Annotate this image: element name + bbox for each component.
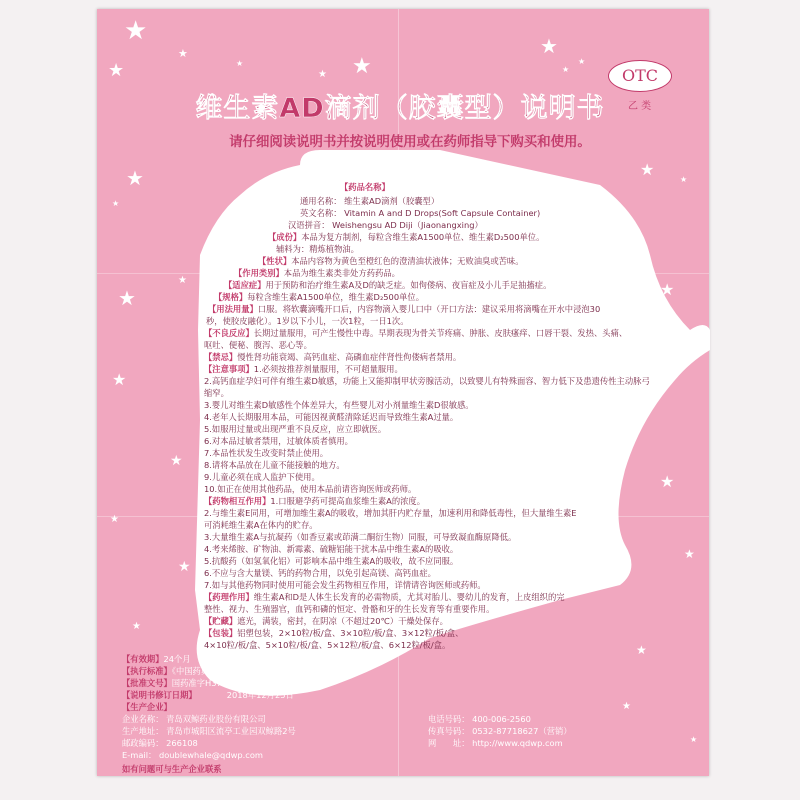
precaution-item: 3.婴儿对维生素D敏感性个体差异大，有些婴儿对小剂量维生素D很敏感。 — [204, 400, 474, 410]
revision-date: 【说明书修订日期】 2018年12月25日 — [122, 690, 294, 700]
approval-number: 【批准文号】国药准字H37023926 — [122, 678, 254, 688]
dosage: 【用法用量】口服。将软囊滴嘴开口后，内容物滴入婴儿口中（开口方法：建议采用将滴嘴在开水中浸泡30 — [208, 304, 601, 314]
star-icon: ★ — [124, 16, 148, 46]
manufacturer-address: 生产地址： 青岛市城阳区流亭工业园双鲸路2号 — [122, 726, 296, 736]
storage: 【贮藏】遮光，满装，密封，在阴凉（不超过20℃）干燥处保存。 — [204, 616, 448, 626]
manufacturer-phone: 电话号码： 400-006-2560 — [428, 714, 531, 724]
star-icon: ★ — [690, 735, 698, 744]
english-name: 英文名称： Vitamin A and D Drops(Soft Capsule Container) — [300, 208, 541, 218]
otc-badge: OTC — [608, 60, 672, 92]
manufacturer-fax: 传真号码： 0532-87718627（营销） — [428, 726, 572, 736]
star-icon: ★ — [636, 643, 647, 657]
contraindications: 【禁忌】慢性肾功能衰竭、高钙血症、高磷血症伴肾性佝偻病者禁用。 — [204, 352, 462, 362]
precaution-item: 9.儿童必须在成人监护下使用。 — [204, 472, 320, 482]
precaution-item: 缩窄。 — [204, 388, 229, 398]
interaction-item: 5.抗酸药（如氢氧化铝）可影响本品中维生素A的吸收，故不应同服。 — [204, 556, 459, 566]
precaution-item: 8.请将本品放在儿童不能接触的地方。 — [204, 460, 345, 470]
precaution-item: 6.对本品过敏者禁用，过敏体质者慎用。 — [204, 436, 353, 446]
interaction-item: 7.如与其他药物同时使用可能会发生药物相互作用，详情请咨询医师或药师。 — [204, 580, 486, 590]
star-icon: ★ — [132, 621, 141, 632]
interaction-item: 4.考来烯胺、矿物油、新霉素、硫糖铝能干扰本品中维生素A的吸收。 — [204, 544, 459, 554]
star-icon: ★ — [178, 275, 187, 286]
interactions: 【药物相互作用】1.口服避孕药可提高血浆维生素A的浓度。 — [204, 496, 426, 506]
star-icon: ★ — [640, 160, 655, 179]
interaction-item: 2.与维生素E同用，可增加维生素A的吸收，增加其肝内贮存量，加速利用和降低毒性，但大量维生素E — [204, 508, 577, 518]
star-icon: ★ — [178, 47, 188, 60]
star-icon: ★ — [110, 514, 119, 525]
composition: 【成份】本品为复方制剂，每粒含维生素A1500单位、维生素D₂500单位。 — [268, 232, 545, 242]
star-icon: ★ — [622, 701, 631, 712]
adverse-reactions: 【不良反应】长期过量服用，可产生慢性中毒。早期表现为骨关节疼痛、肿胀、皮肤瘙痒、口唇干裂、发热、头痛、 — [204, 328, 628, 338]
precaution-item: 5.如服用过量或出现严重不良反应，应立即就医。 — [204, 424, 387, 434]
pinyin-name: 汉语拼音： Weishengsu AD Diji（Jiaonangxing） — [288, 220, 483, 230]
precaution-item: 4.老年人长期服用本品，可能因视黄醛清除延迟而导致维生素A过量。 — [204, 412, 459, 422]
precaution-item: 7.本品性状发生改变时禁止使用。 — [204, 448, 329, 458]
standard: 【执行标准】《中国药典》2015年版二部 — [122, 666, 272, 676]
star-icon: ★ — [178, 559, 191, 575]
star-icon: ★ — [126, 166, 144, 190]
dosage-line2: 秒，使胶皮融化）。1岁以下小儿，一次1粒，一日1次。 — [206, 316, 409, 326]
star-icon: ★ — [684, 547, 695, 561]
drug-name-header: 【药品名称】 — [340, 182, 390, 192]
interaction-item: 3.大量维生素A与抗凝药（如香豆素或茚满二酮衍生物）同服，可导致凝血酶原降低。 — [204, 532, 517, 542]
star-icon: ★ — [660, 280, 675, 299]
category-section: 【作用类别】本品为维生素类非处方药药品。 — [234, 268, 400, 278]
properties: 【性状】本品内容物为黄色至橙红色的澄清油状液体；无败油臭或苦味。 — [258, 256, 524, 266]
interaction-item: 可消耗维生素A在体内的贮存。 — [204, 520, 318, 530]
precaution-item: 2.高钙血症孕妇可伴有维生素D敏感，功能上又能抑制甲状旁腺活动，以致婴儿有特殊面容、智力低下及患遗传性主动脉弓 — [204, 376, 650, 386]
star-icon: ★ — [236, 59, 244, 68]
star-icon: ★ — [680, 175, 688, 184]
manufacturer-website: 网 址： http://www.qdwp.com — [428, 738, 563, 748]
star-icon: ★ — [112, 199, 120, 208]
star-icon: ★ — [170, 453, 183, 469]
star-icon: ★ — [562, 65, 570, 74]
generic-name: 通用名称： 维生素AD滴剂（胶囊型） — [300, 196, 440, 206]
specification: 【规格】每粒含维生素A1500单位，维生素D₂500单位。 — [214, 292, 424, 302]
contact-note: 如有问题可与生产企业联系 — [122, 764, 222, 774]
manufacturer-postcode: 邮政编码： 266108 — [122, 738, 198, 748]
otc-category: 乙 类 — [628, 101, 652, 112]
star-icon: ★ — [112, 370, 127, 389]
star-icon: ★ — [118, 286, 136, 310]
packaging-line2: 4×10粒/板/盒、5×10粒/板/盒、5×12粒/板/盒、6×12粒/板/盒。 — [204, 640, 451, 650]
manufacturer-name: 企业名称： 青岛双鲸药业股份有限公司 — [122, 714, 266, 724]
pharmacology-line2: 整性、视力、生殖器官，血钙和磷的恒定、骨骼和牙的生长发育等有重要作用。 — [204, 604, 495, 614]
star-icon: ★ — [540, 34, 558, 58]
precaution-item: 10.如正在使用其他药品，使用本品前请咨询医师或药师。 — [204, 484, 417, 494]
star-icon: ★ — [660, 472, 675, 491]
excipient: 辅料为：精炼植物油。 — [276, 244, 359, 254]
star-icon: ★ — [108, 60, 125, 81]
adverse-reactions-line2: 呕吐、便秘、腹泻、恶心等。 — [204, 340, 312, 350]
star-icon: ★ — [352, 54, 372, 79]
page-subtitle: 请仔细阅读说明书并按说明使用或在药师指导下购买和使用。 — [229, 135, 591, 150]
page-title: 维生素AD滴剂（胶囊型）说明书 — [195, 93, 605, 124]
packaging: 【包装】铝塑包装，2×10粒/板/盒、3×10粒/板/盒、3×12粒/板/盒、 — [204, 628, 464, 638]
star-icon: ★ — [318, 69, 327, 80]
validity: 【有效期】24个月 — [122, 654, 191, 664]
interaction-item: 6.不应与含大量镁、钙的药物合用，以免引起高镁、高钙血症。 — [204, 568, 436, 578]
manufacturer-header: 【生产企业】 — [122, 702, 172, 712]
manufacturer-email: E-mail： doublewhale@qdwp.com — [122, 750, 264, 760]
indications: 【适应症】用于预防和治疗维生素A及D的缺乏症。如佝偻病、夜盲症及小儿手足抽搐症。 — [224, 280, 552, 290]
precautions: 【注意事项】1.必须按推荐剂量服用，不可超量服用。 — [204, 364, 403, 374]
pharmacology: 【药理作用】维生素A和D是人体生长发育的必需物质，尤其对胎儿、婴幼儿的发育，上皮组织的完 — [204, 592, 565, 602]
star-icon: ★ — [578, 57, 586, 66]
